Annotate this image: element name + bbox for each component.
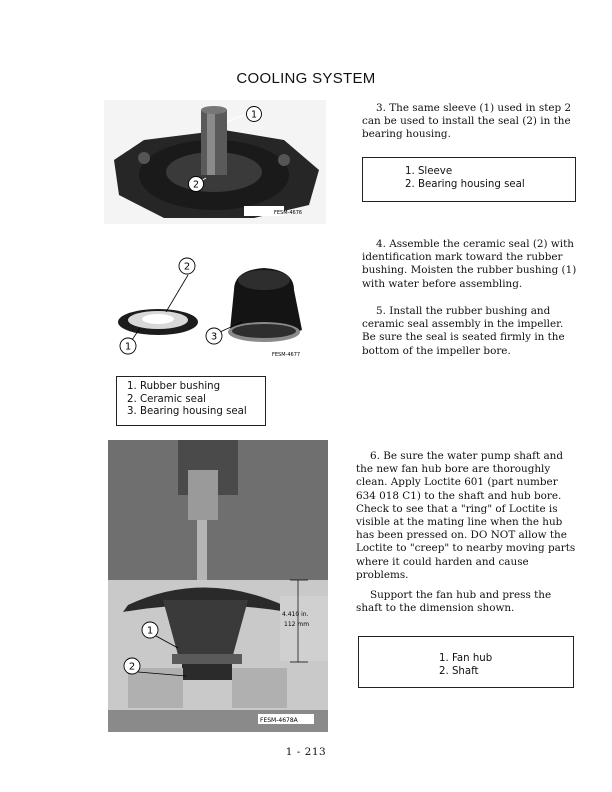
- callout-1: [120, 338, 136, 354]
- step-3-text: 3. The same sleeve (1) used in step 2 can be used to install the seal (2) in the bearing housing.: [362, 102, 572, 141]
- figure-ceramic-seal: [104, 240, 326, 366]
- callout-2-label: 2: [183, 261, 191, 273]
- callout-1: [247, 107, 262, 122]
- legend-item: 1. Fan hub: [439, 653, 493, 664]
- callout-1-label: 1: [250, 109, 258, 121]
- legend-item: 1. Rubber bushing: [127, 381, 221, 392]
- step-4-text: 4. Assemble the ceramic seal (2) with identification mark toward the rubber bushing. Moisten the rubber bushing (1) with water before assembling.: [362, 238, 577, 290]
- sleeve-bearing-housing-photo: [104, 100, 326, 224]
- step-5-text: 5. Install the rubber bushing and ceramic seal assembly in the impeller. Be sure the seal is seated firmly in the bottom of the impeller bore.: [362, 305, 565, 357]
- dimension-inches: 4.410 in.: [282, 611, 309, 618]
- legend-item: 1. Sleeve: [405, 166, 453, 177]
- callout-2: [189, 177, 204, 192]
- callout-1-label: 1: [124, 341, 132, 353]
- legend-figure-3: [358, 636, 574, 688]
- callout-1: [142, 622, 158, 638]
- legend-item: 2. Bearing housing seal: [405, 178, 525, 190]
- callout-1-label: 1: [146, 625, 154, 637]
- callout-2: [124, 658, 140, 674]
- callout-3: [206, 328, 222, 344]
- legend-item: 2. Ceramic seal: [127, 393, 207, 405]
- step-6-press-text: Support the fan hub and press the shaft to the dimension shown.: [356, 589, 552, 615]
- legend-item: 3. Bearing housing seal: [127, 406, 247, 417]
- figure-fan-hub-press: [108, 440, 328, 732]
- callout-2: [179, 258, 195, 274]
- figure-code: FESM-4677: [272, 352, 301, 358]
- step-6-text: 6. Be sure the water pump shaft and the new fan hub bore are thoroughly clean. Apply Loctite 601 (part number 634 018 C1) to the shaft and hub bore. Check to see that a "ring" of Loctite is visible at the mating line when the hub has been pressed on. DO NOT allow the Loctite to "creep" to nearby moving parts where it could harden and cause problems.: [356, 450, 576, 581]
- legend-item: 2. Shaft: [439, 665, 479, 677]
- fan-hub-press-photo: [108, 440, 328, 732]
- legend-figure-1: [362, 157, 576, 202]
- page-number: 1 - 213: [285, 746, 327, 758]
- legend-figure-2: [116, 376, 266, 426]
- callout-2-label: 2: [192, 179, 200, 191]
- figure-code: FESM-4678A: [260, 717, 298, 724]
- ceramic-seal-photo: [104, 240, 326, 366]
- callout-3-label: 3: [210, 331, 218, 343]
- callout-2-label: 2: [128, 661, 136, 673]
- figure-sleeve-bearing-housing: [104, 100, 326, 224]
- page-title: COOLING SYSTEM: [236, 70, 376, 87]
- figure-code: FESM-4676: [274, 210, 303, 216]
- dimension-mm: 112 mm: [284, 621, 310, 628]
